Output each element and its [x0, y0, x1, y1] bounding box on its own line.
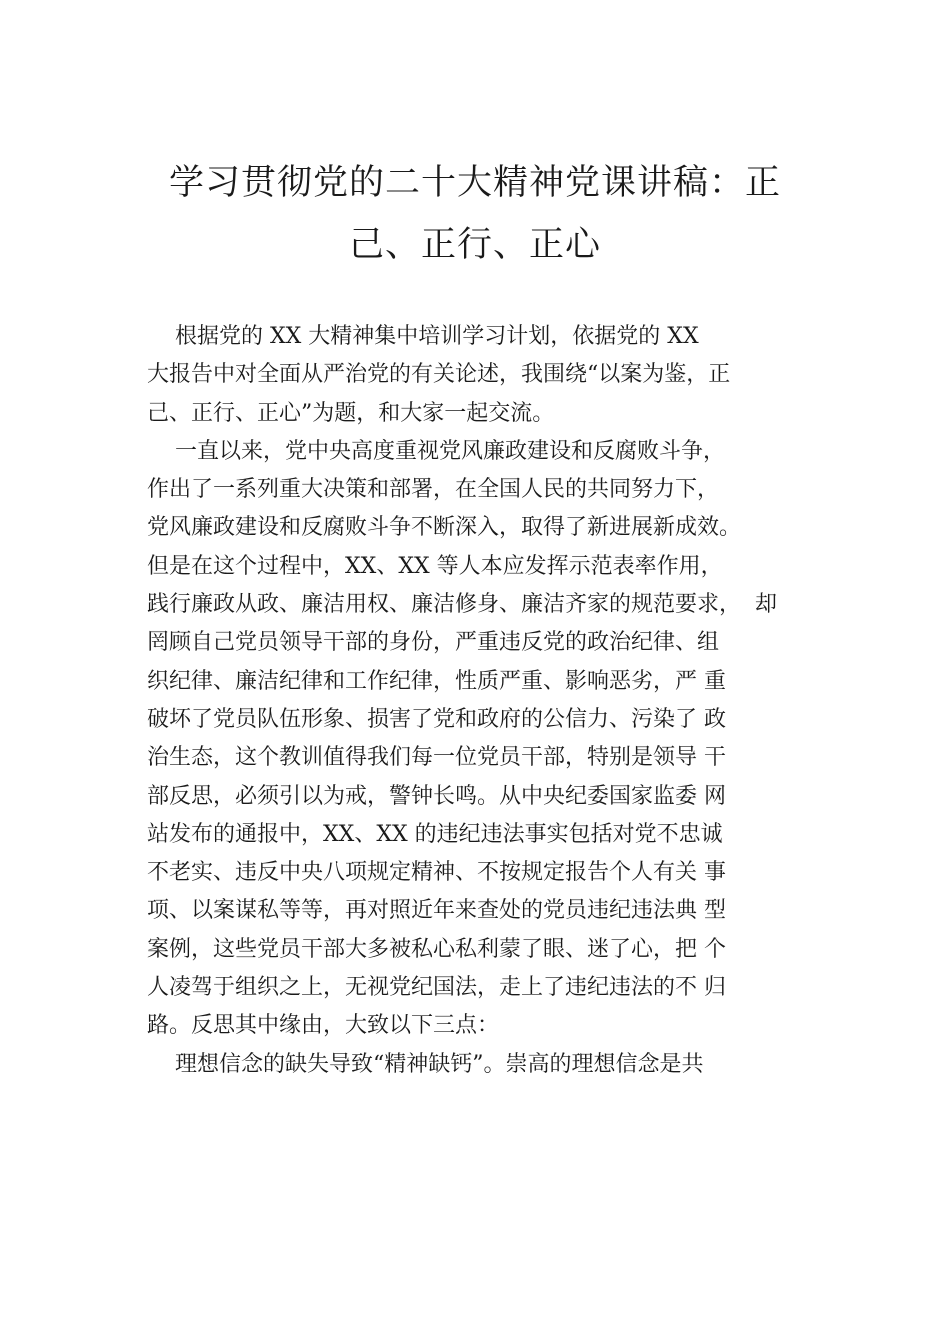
body-line: 己、正行、正心”为题，和大家一起交流。 — [147, 400, 555, 426]
body-line: 部反思，必须引以为戒，警钟长鸣。从中央纪委国家监委 网 — [147, 783, 726, 809]
body-line: 人凌驾于组织之上，无视党纪国法，走上了违纪违法的不 归 — [147, 975, 726, 1001]
body-line: 项、以案谋私等等，再对照近年来查处的党员违纪违法典 型 — [147, 898, 726, 924]
body-line: 根据党的 XX 大精神集中培训学习计划，依据党的 XX — [147, 324, 699, 349]
body-line: 但是在这个过程中，XX、XX 等人本应发挥示范表率作用， — [147, 553, 723, 579]
body-line: 案例，这些党员干部大多被私心私利蒙了眼、迷了心，把 个 — [147, 936, 726, 962]
body-line: 织纪律、廉洁纪律和工作纪律，性质严重、影响恶劣，严 重 — [147, 668, 726, 694]
body-line: 不老实、违反中央八项规定精神、不按规定报告个人有关 事 — [147, 860, 726, 886]
body-line: 作出了一系列重大决策和部署，在全国人民的共同努力下， — [147, 477, 720, 503]
body-line: 治生态，这个教训值得我们每一位党员干部，特别是领导 干 — [147, 745, 726, 771]
body-line: 路。反思其中缘由，大致以下三点： — [147, 1013, 500, 1039]
body-line: 践行廉政从政、廉洁用权、廉洁修身、廉洁齐家的规范要求， 却 — [147, 592, 777, 618]
body-line: 党风廉政建设和反腐败斗争不断深入，取得了新进展新成效。 — [147, 515, 742, 541]
document-body — [147, 318, 837, 1084]
body-line: 一直以来，党中央高度重视党风廉政建设和反腐败斗争， — [147, 438, 725, 464]
body-line: 罔顾自己党员领导干部的身份，严重违反党的政治纪律、组 — [147, 630, 720, 656]
body-line: 破坏了党员队伍形象、损害了党和政府的公信力、污染了 政 — [147, 706, 726, 732]
body-line: 理想信念的缺失导致“精神缺钙”。崇高的理想信念是共 — [147, 1051, 704, 1077]
document-title-line-1: 学习贯彻党的二十大精神党课讲稿：正 — [168, 163, 781, 203]
document-title-line-2: 己、正行、正心 — [348, 225, 601, 265]
body-line: 大报告中对全面从严治党的有关论述，我围绕“以案为鉴，正 — [147, 362, 731, 388]
body-line: 站发布的通报中，XX、XX 的违纪违法事实包括对党不忠诚 — [147, 821, 723, 847]
